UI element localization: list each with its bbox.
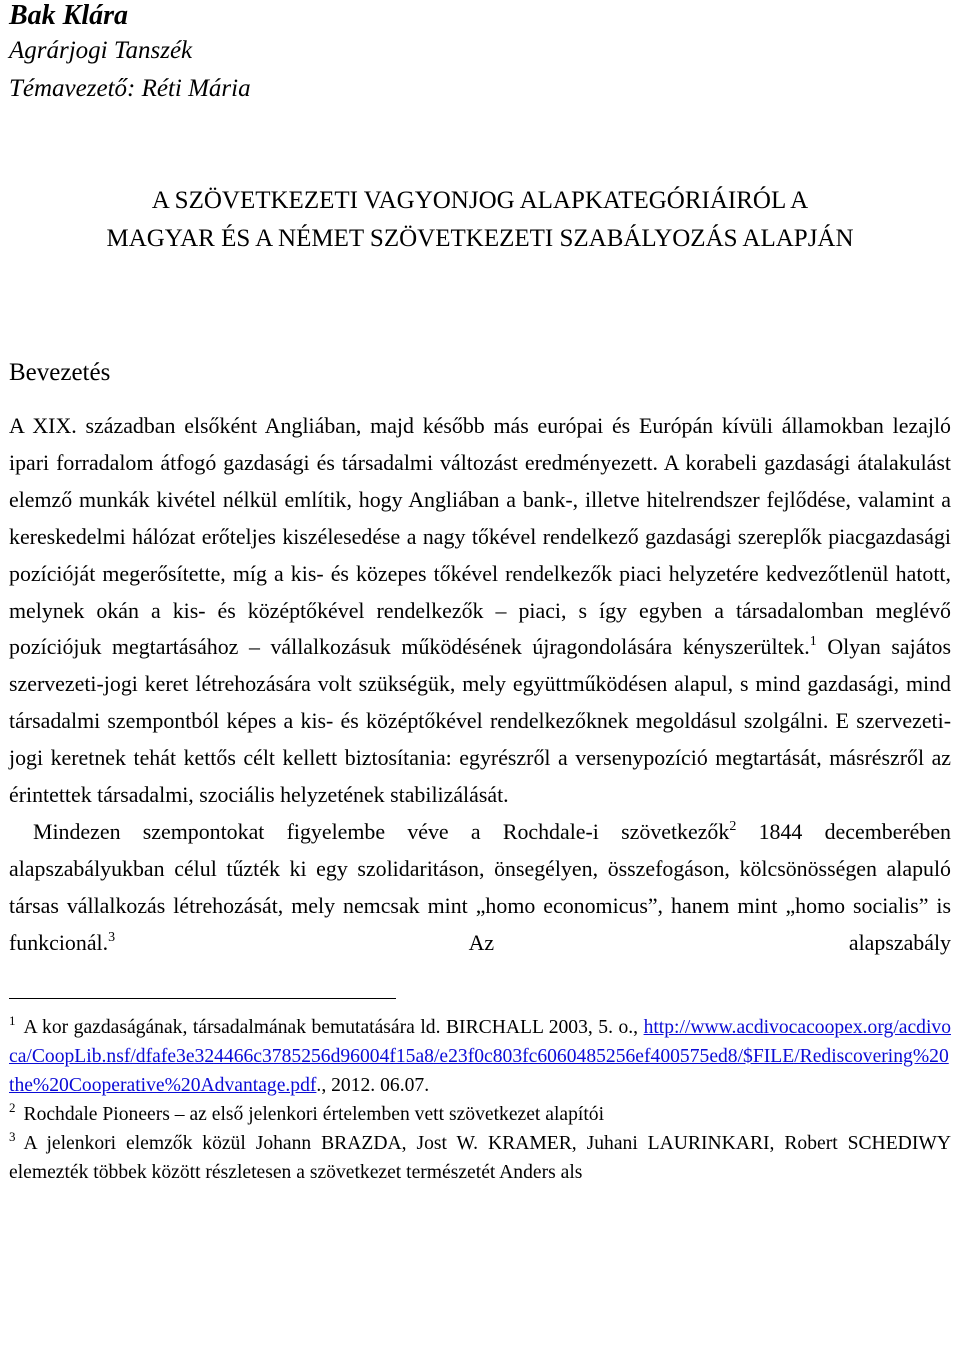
footnote-ref-3[interactable]: 3 xyxy=(108,929,116,945)
footnote-1-link[interactable]: http://www.acdivocacoopex.org/acdivoca/CoopLib.nsf/dfafe3e324466c3785256d96004f15a8/e23f0c803fc6060485256ef400575ed8/$FILE/Rediscovering%20the%20Cooperative%20Advantage.pdf xyxy=(9,1016,951,1096)
footnote-1-text: A kor gazdaságának, társadalmának bemutatására ld. BIRCHALL 2003, 5. o., xyxy=(23,1016,644,1038)
paragraph-2 xyxy=(9,814,951,962)
paragraph-2-part-2: 1844 decemberében alapszabályukban célul tűzték ki egy szolidaritáson, önsegélyen, összefogáson, kölcsönösségen alapuló társas vállalkozás létrehozását, mely nemcsak mint „homo economicus”, hanem mint „homo socialis” is funkcionál. xyxy=(9,818,951,955)
paper-title-line-2: MAGYAR ÉS A NÉMET SZÖVETKEZETI SZABÁLYOZÁS ALAPJÁN xyxy=(106,225,854,252)
paragraph-1-part-2: Olyan sajátos szervezeti-jogi keret létrehozására volt szükségük, mely együttműködésen alapul, s mind gazdasági, mind társadalmi szempontból képes a kis- és középtőkével rendelkezőknek megoldásul szolgálni. E szervezeti-jogi keretnek tehát kettős célt kellett biztosítania: egyrészről a versenypozíció megtartását, másrészről az érintettek társadalmi, szociális helyzetének stabilizálását. xyxy=(9,634,951,808)
footnote-3 xyxy=(9,1129,951,1187)
paper-title xyxy=(9,182,951,258)
body-text xyxy=(9,408,951,962)
footnotes xyxy=(9,1013,951,1187)
footnote-1-number: 1 xyxy=(9,1012,16,1028)
author-name: Bak Klára xyxy=(9,0,129,31)
section-heading: Bevezetés xyxy=(9,359,111,386)
paragraph-1-part-1: A XIX. században elsőként Angliában, majd később más európai és Európán kívüli államokban lezajló ipari forradalom átfogó gazdasági és társadalmi változást eredményezett. A korabeli gazdasági átalakulást elemző munkák kivétel nélkül említik, hogy Angliában a bank-, illetve hitelrendszer fejlődése, valamint a kereskedelmi hálózat erőteljes kiszélesedése a nagy tőkével rendelkező gazdasági szereplők piacgazdasági pozícióját megerősítette, míg a kis- és közepes tőkével rendelkezők piaci helyzetére kedvezőtlenül hatott, melynek okán a kis- és középtőkével rendelkezők – piaci, s így egyben a társadalomban meglévő pozíciójuk megtartásához – vállalkozásuk működésének újragondolására kényszerültek. xyxy=(9,413,951,660)
footnote-2-number: 2 xyxy=(9,1099,16,1115)
department: Agrárjogi Tanszék xyxy=(9,37,193,64)
footnote-2 xyxy=(9,1100,951,1129)
footnote-3-text: A jelenkori elemzők közül Johann BRAZDA, Jost W. KRAMER, Juhani LAURINKARI, Robert SCHEDIWY elemezték többek között részletesen a szövetkezet természetét Anders als xyxy=(9,1132,951,1183)
supervisor: Témavezető: Réti Mária xyxy=(9,75,251,102)
footnote-ref-2[interactable]: 2 xyxy=(729,818,737,834)
paragraph-2-part-3: Az alapszabály xyxy=(115,929,951,955)
paragraph-1 xyxy=(9,408,951,814)
footnote-ref-1[interactable]: 1 xyxy=(809,634,817,650)
paper-title-line-1: A SZÖVETKEZETI VAGYONJOG ALAPKATEGÓRIÁIRÓL A xyxy=(151,187,809,214)
footnote-2-text: Rochdale Pioneers – az első jelenkori értelemben vett szövetkezet alapítói xyxy=(23,1103,605,1125)
footnote-3-number: 3 xyxy=(9,1128,16,1144)
footnote-1 xyxy=(9,1013,951,1100)
paragraph-2-part-1: Mindezen szempontokat figyelembe véve a Rochdale-i szövetkezők xyxy=(33,818,730,844)
footnote-1-after: ., 2012. 06.07. xyxy=(316,1074,430,1096)
footnote-separator xyxy=(9,998,396,999)
